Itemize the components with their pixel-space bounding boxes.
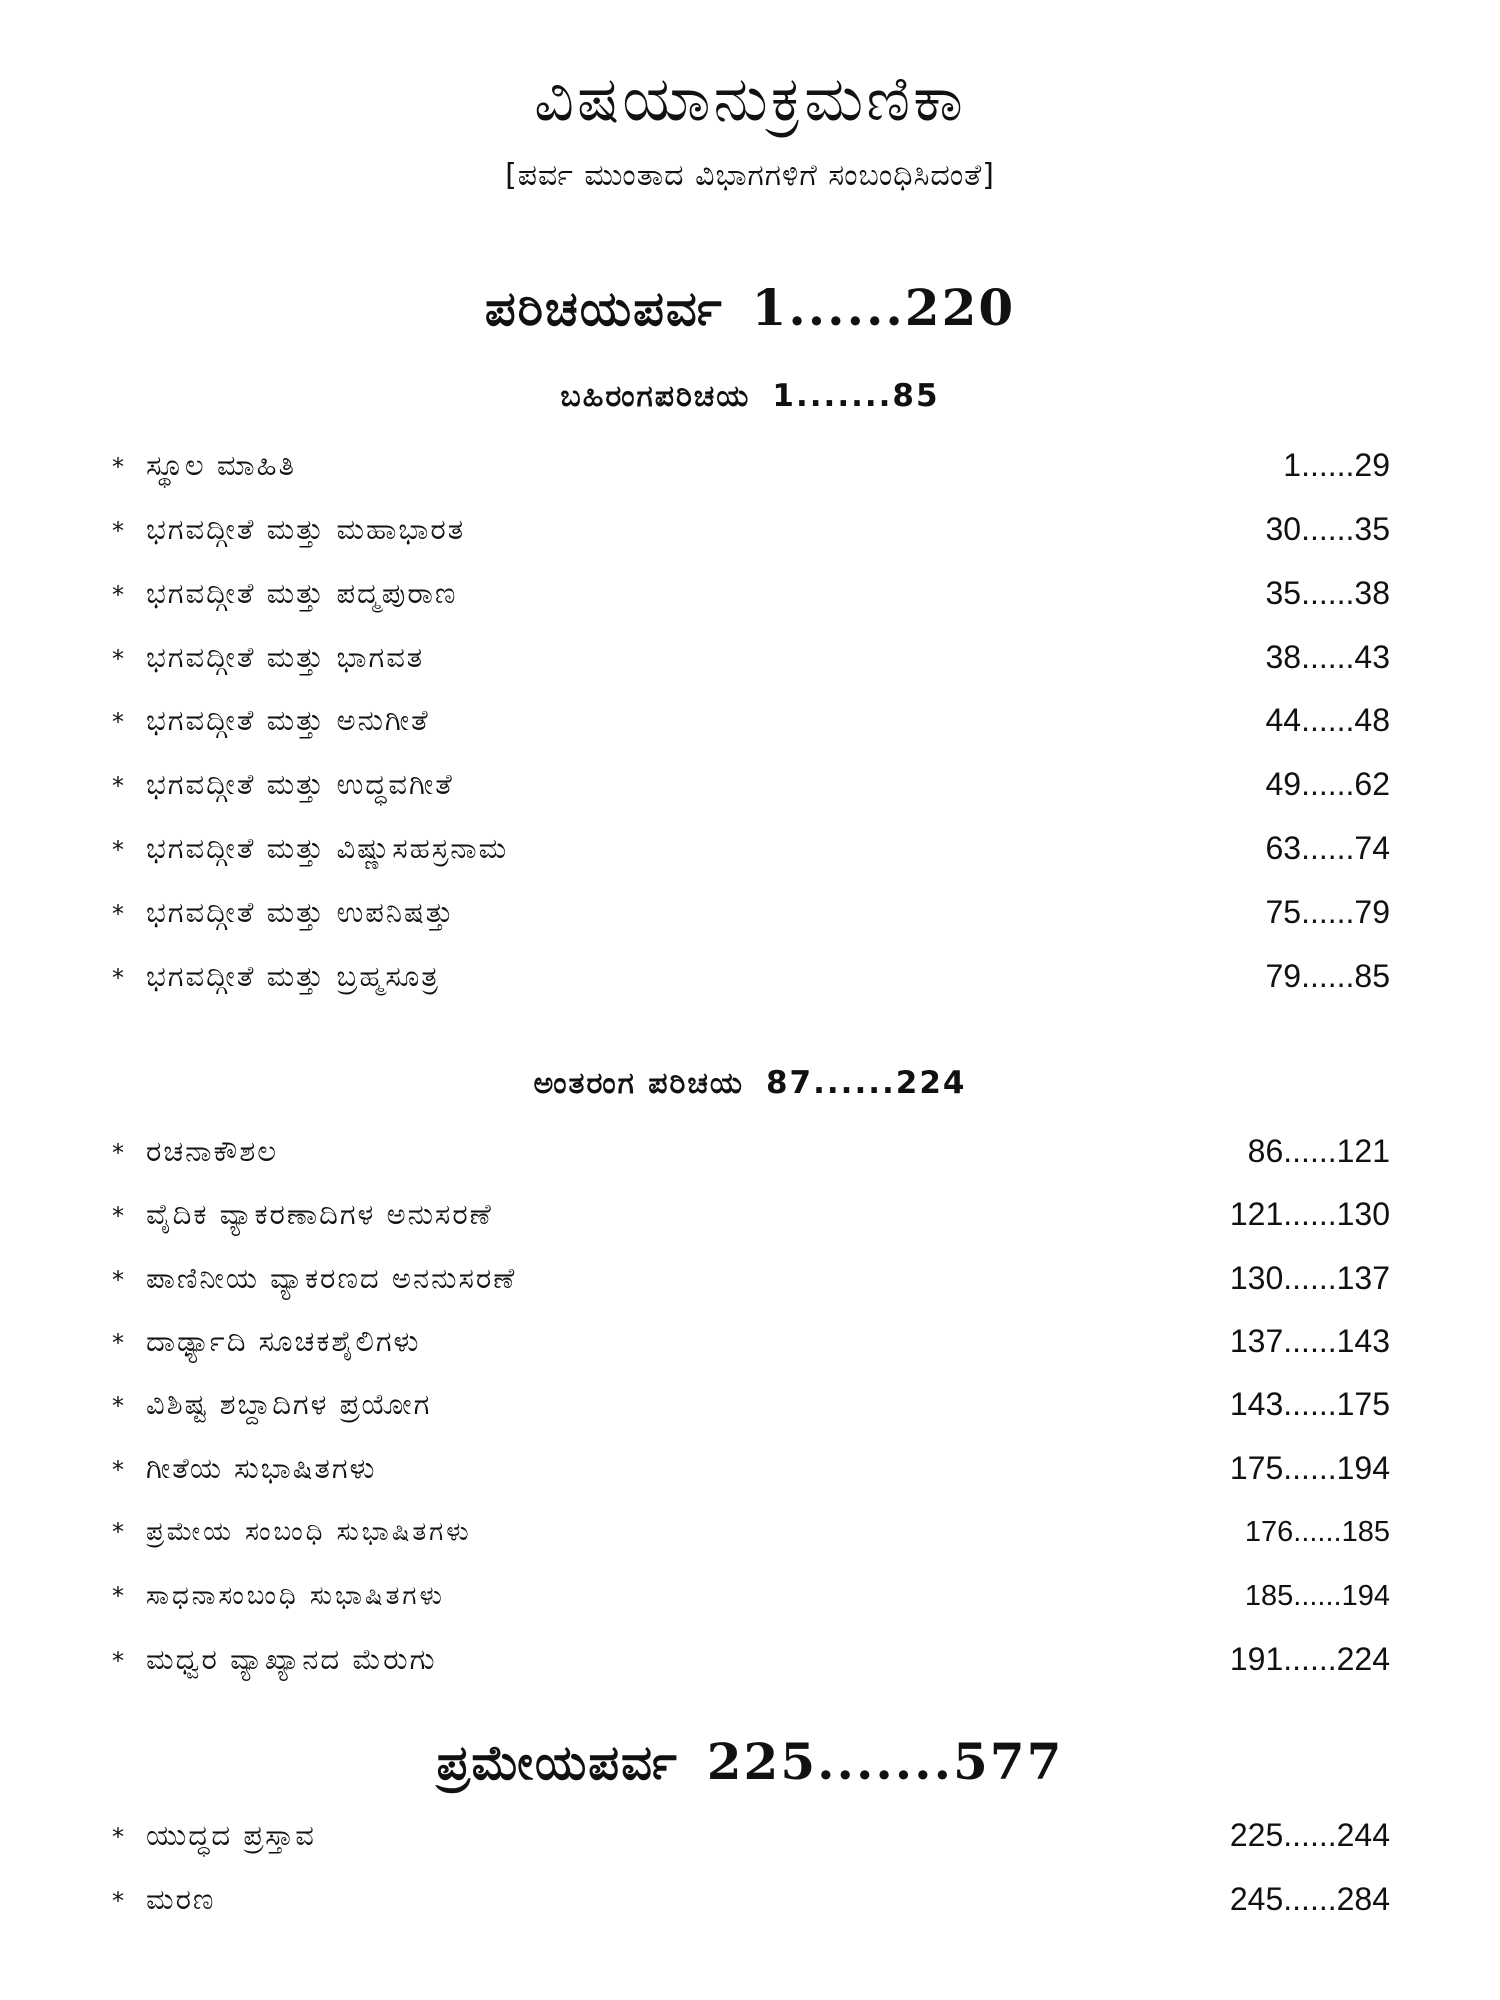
section-name: ಬಹಿರಂಗಪರಿಚಯ	[560, 379, 751, 414]
entry-pages: 176......185	[1244, 1515, 1390, 1548]
bullet-star: *	[112, 516, 126, 545]
section-range: 1.......85	[772, 378, 940, 414]
entry-label: ಭಗವದ್ಗೀತೆ ಮತ್ತು ವಿಷ್ಣುಸಹಸ್ರನಾಮ	[146, 830, 509, 865]
entry-label: ಭಗವದ್ಗೀತೆ ಮತ್ತು ಅನುಗೀತೆ	[146, 702, 430, 737]
bullet-star: *	[112, 1328, 126, 1357]
page-title: ವಿಷಯಾನುಕ್ರಮಣಿಕಾ	[534, 62, 966, 135]
entry-pages: 44......48	[1265, 701, 1390, 738]
toc-entry[interactable]	[112, 442, 1390, 488]
entry-label: ಸ್ಥೂಲ ಮಾಹಿತಿ	[146, 447, 296, 482]
section-name: ಅಂತರಂಗ ಪರಿಚಯ	[533, 1066, 744, 1101]
toc-entry[interactable]	[112, 889, 1390, 935]
part-heading-parichaya	[0, 278, 1500, 338]
entry-label: ರಚನಾಕೌಶಲ	[146, 1133, 279, 1168]
part-name: ಪ್ರಮೇಯಪರ್ವ	[436, 1735, 679, 1791]
bullet-star: *	[112, 899, 126, 928]
entry-pages: 63......74	[1265, 829, 1390, 866]
bullet-star: *	[112, 452, 126, 481]
bullet-star: *	[112, 963, 126, 992]
entry-pages: 86......121	[1247, 1132, 1390, 1169]
part-range: 1......220	[751, 278, 1016, 337]
toc-entry[interactable]	[112, 1573, 1390, 1619]
toc-entry[interactable]	[112, 570, 1390, 616]
bullet-star: *	[112, 1138, 126, 1167]
entry-label: ಯುದ್ಧದ ಪ್ರಸ್ತಾವ	[146, 1817, 316, 1852]
entry-label: ಪಾಣಿನೀಯ ವ್ಯಾಕರಣದ ಅನನುಸರಣೆ	[146, 1260, 517, 1295]
toc-entry[interactable]	[112, 634, 1390, 680]
entry-pages: 130......137	[1229, 1259, 1390, 1296]
entry-pages: 225......244	[1229, 1816, 1390, 1853]
entry-pages: 49......62	[1265, 765, 1390, 802]
entry-pages: 245......284	[1229, 1880, 1390, 1917]
entry-pages: 35......38	[1265, 574, 1390, 611]
entry-pages: 143......175	[1229, 1385, 1390, 1422]
bullet-star: *	[112, 1265, 126, 1294]
toc-entry[interactable]	[112, 1876, 1390, 1922]
bullet-star: *	[112, 707, 126, 736]
toc-entry[interactable]	[112, 1636, 1390, 1682]
entry-label: ವೈದಿಕ ವ್ಯಾಕರಣಾದಿಗಳ ಅನುಸರಣೆ	[146, 1196, 493, 1231]
bullet-star: *	[112, 771, 126, 800]
entry-pages: 1......29	[1283, 446, 1390, 483]
bullet-star: *	[112, 1201, 126, 1230]
bullet-star: *	[112, 1455, 126, 1484]
entry-pages: 30......35	[1265, 510, 1390, 547]
toc-entry[interactable]	[112, 953, 1390, 999]
bullet-star: *	[112, 1646, 126, 1675]
part-range: 225.......577	[706, 1732, 1064, 1791]
entry-label: ಭಗವದ್ಗೀತೆ ಮತ್ತು ಭಾಗವತ	[146, 639, 425, 674]
toc-entry[interactable]	[112, 1381, 1390, 1427]
section-heading-antaranga	[0, 1065, 1500, 1101]
entry-label: ಗೀತೆಯ ಸುಭಾಷಿತಗಳು	[146, 1450, 377, 1485]
entry-pages: 191......224	[1229, 1640, 1390, 1677]
toc-entry[interactable]	[112, 1812, 1390, 1858]
toc-entry[interactable]	[112, 506, 1390, 552]
entry-pages: 175......194	[1229, 1449, 1390, 1486]
bullet-star: *	[112, 1517, 127, 1546]
toc-entry[interactable]	[112, 1255, 1390, 1301]
toc-entry[interactable]	[112, 825, 1390, 871]
page-subtitle: [ಪರ್ವ ಮುಂತಾದ ವಿಭಾಗಗಳಿಗೆ ಸಂಬಂಧಿಸಿದಂತೆ]	[505, 158, 995, 193]
entry-pages: 185......194	[1244, 1579, 1390, 1612]
entry-label: ವಿಶಿಷ್ಟ ಶಬ್ದಾದಿಗಳ ಪ್ರಯೋಗ	[146, 1386, 432, 1421]
bullet-star: *	[112, 835, 126, 864]
bullet-star: *	[112, 1581, 127, 1610]
part-heading-prameya	[0, 1732, 1500, 1792]
entry-pages: 79......85	[1265, 957, 1390, 994]
entry-label: ಸಾಧನಾಸಂಬಂಧಿ ಸುಭಾಷಿತಗಳು	[146, 1580, 445, 1611]
toc-entry[interactable]	[112, 761, 1390, 807]
toc-entry[interactable]	[112, 1318, 1390, 1364]
entry-label: ಪ್ರಮೇಯ ಸಂಬಂಧಿ ಸುಭಾಷಿತಗಳು	[146, 1516, 472, 1547]
bullet-star: *	[112, 1822, 126, 1851]
toc-entry[interactable]	[112, 1191, 1390, 1237]
entry-label: ಮಧ್ವರ ವ್ಯಾಖ್ಯಾನದ ಮೆರುಗು	[146, 1641, 437, 1676]
entry-label: ಮರಣ	[146, 1881, 216, 1916]
section-range: 87......224	[765, 1065, 967, 1101]
entry-pages: 137......143	[1229, 1322, 1390, 1359]
toc-entry[interactable]	[112, 697, 1390, 743]
bullet-star: *	[112, 1886, 126, 1915]
section-heading-bahiranga	[0, 378, 1500, 414]
bullet-star: *	[112, 1391, 126, 1420]
toc-entry[interactable]	[112, 1445, 1390, 1491]
bullet-star: *	[112, 644, 126, 673]
bullet-star: *	[112, 580, 126, 609]
entry-label: ಭಗವದ್ಗೀತೆ ಮತ್ತು ಉದ್ಧವಗೀತೆ	[146, 766, 454, 801]
entry-pages: 38......43	[1265, 638, 1390, 675]
entry-label: ಭಗವದ್ಗೀತೆ ಮತ್ತು ಉಪನಿಷತ್ತು	[146, 894, 455, 929]
entry-pages: 75......79	[1265, 893, 1390, 930]
entry-label: ದಾರ್ಢ್ಯಾದಿ ಸೂಚಕಶೈಲಿಗಳು	[146, 1323, 421, 1358]
entry-pages: 121......130	[1229, 1195, 1390, 1232]
entry-label: ಭಗವದ್ಗೀತೆ ಮತ್ತು ಮಹಾಭಾರತ	[146, 511, 466, 546]
part-name: ಪರಿಚಯಪರ್ವ	[484, 281, 724, 337]
toc-entry[interactable]	[112, 1509, 1390, 1555]
entry-label: ಭಗವದ್ಗೀತೆ ಮತ್ತು ಬ್ರಹ್ಮಸೂತ್ರ	[146, 958, 440, 993]
entry-label: ಭಗವದ್ಗೀತೆ ಮತ್ತು ಪದ್ಮಪುರಾಣ	[146, 575, 458, 610]
toc-entry[interactable]	[112, 1128, 1390, 1174]
